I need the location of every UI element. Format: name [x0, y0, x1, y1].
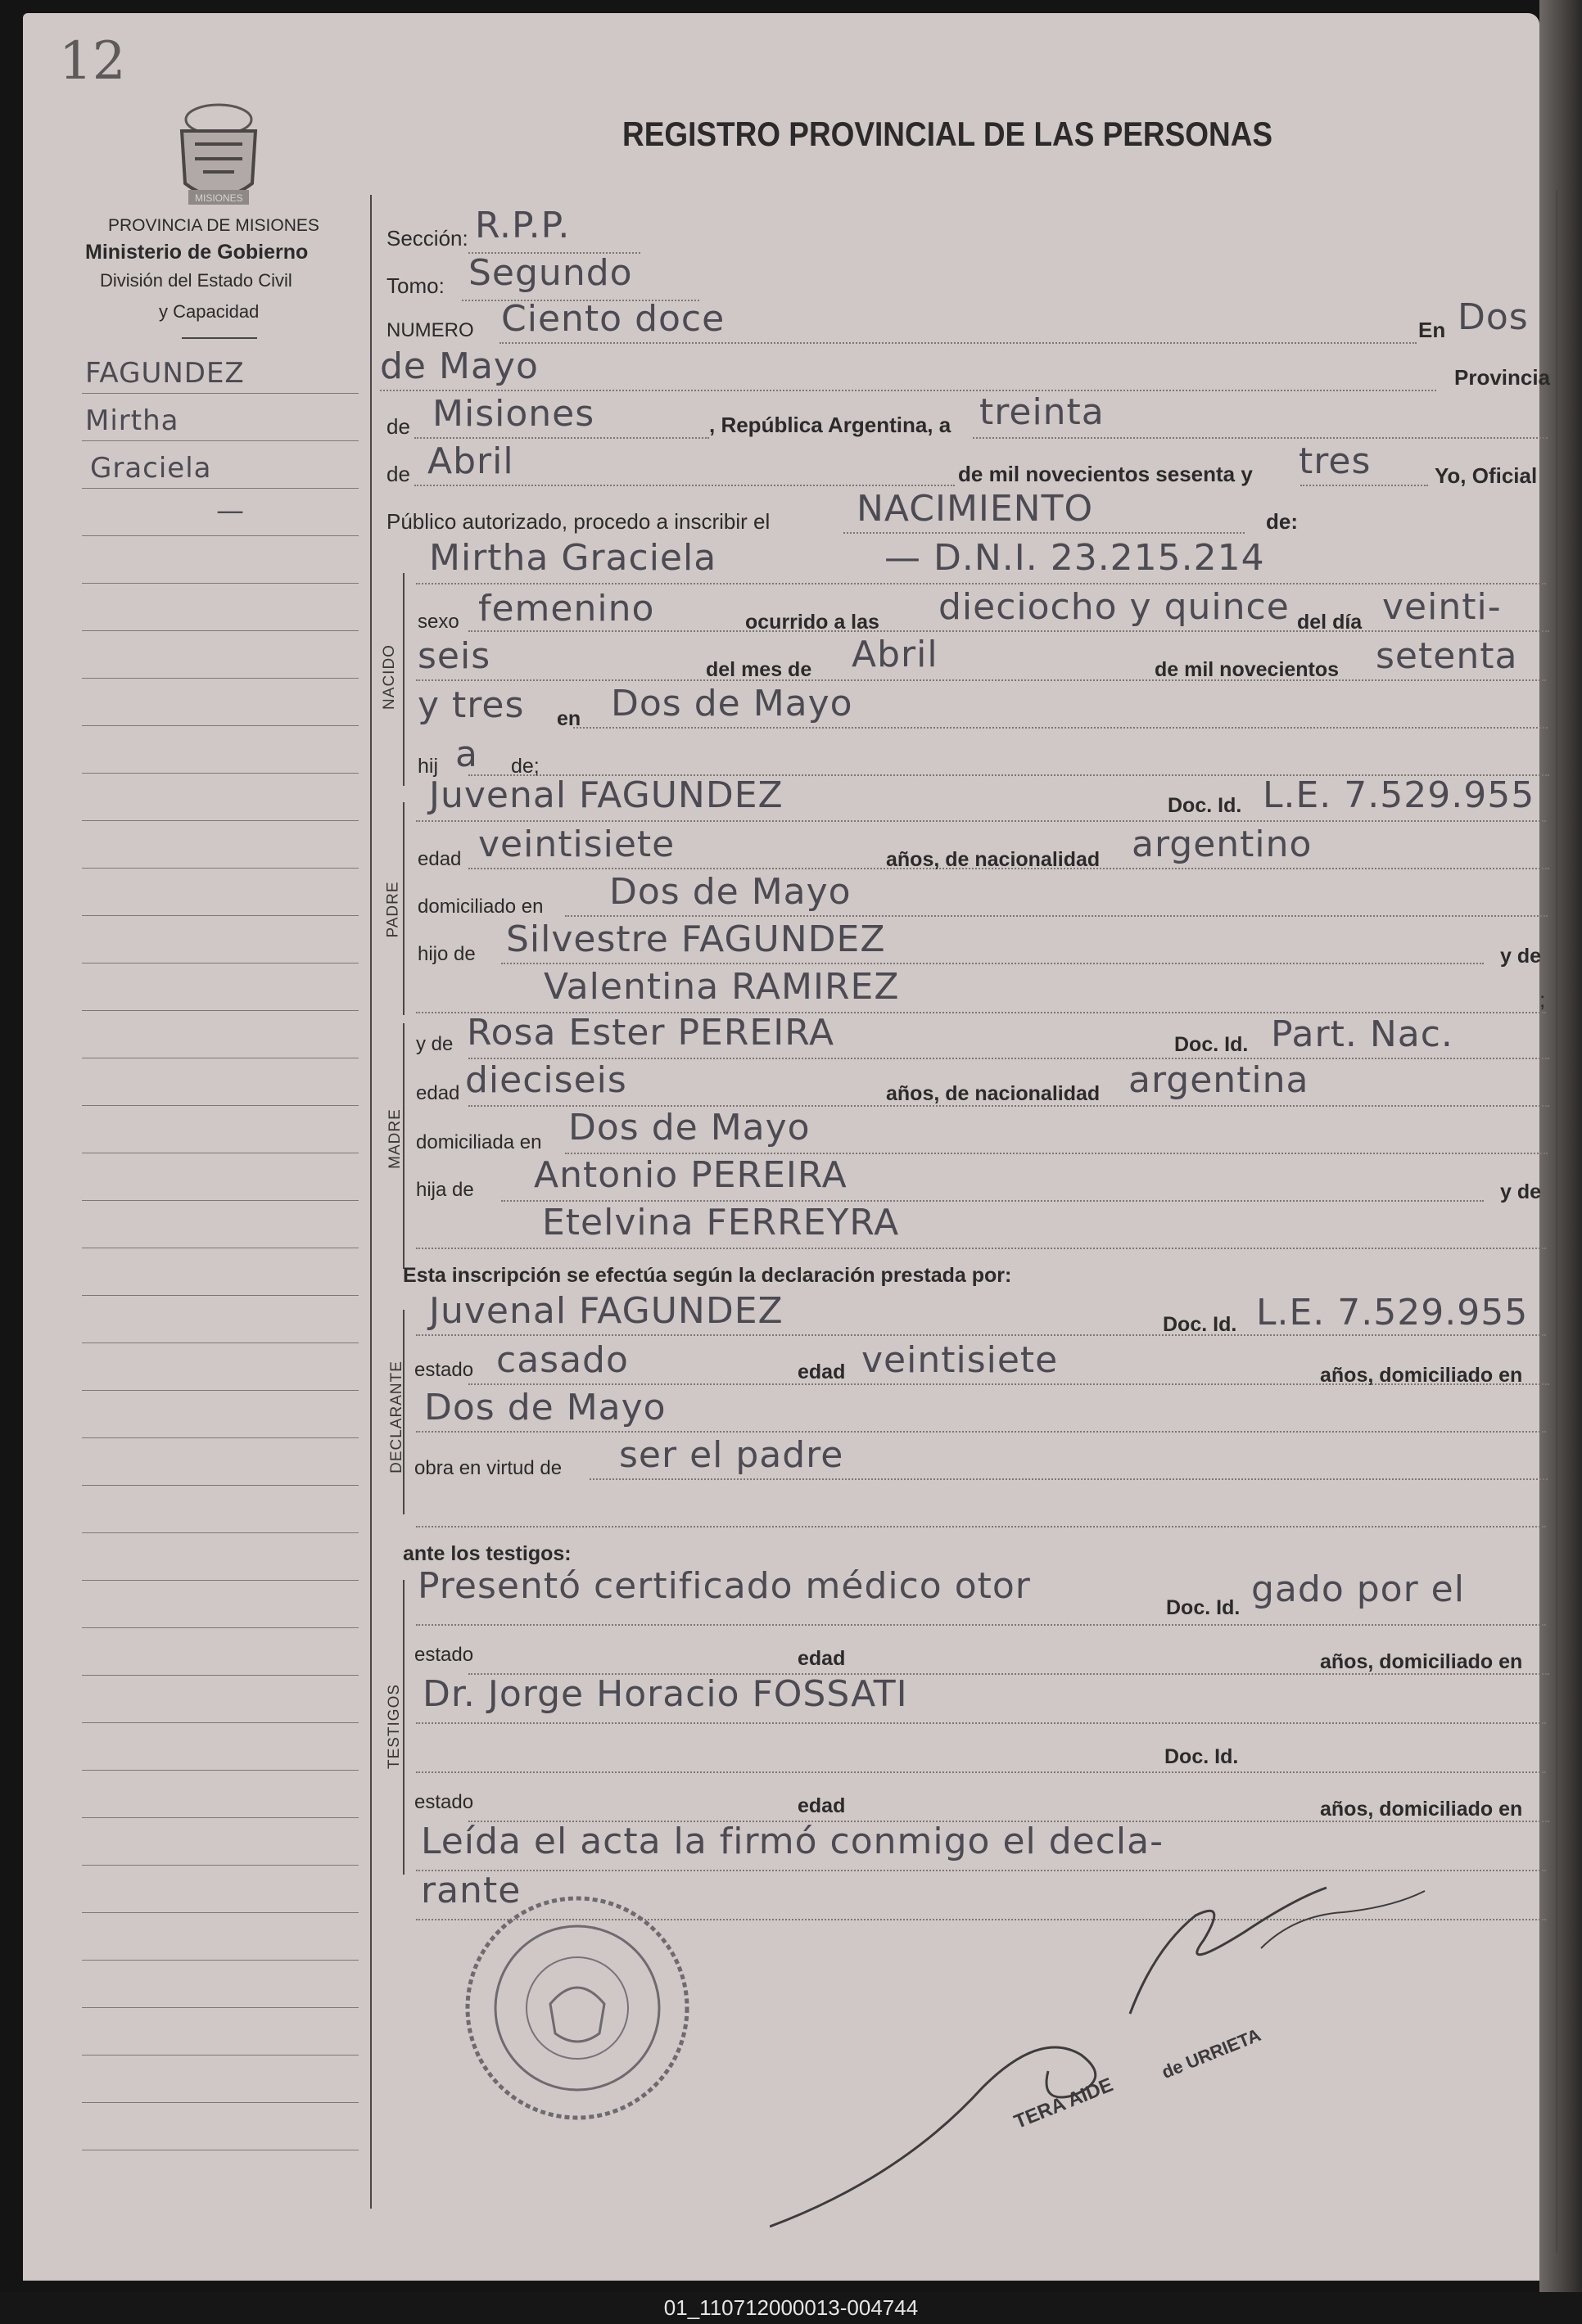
dots [416, 1771, 1546, 1773]
label-republica: , República Argentina, a [709, 413, 951, 437]
dots [499, 342, 1417, 344]
margin-ruled-line [82, 1105, 359, 1106]
label-testigos-doc: Doc. Id. [1166, 1596, 1241, 1619]
label-tomo: Tomo: [386, 273, 445, 298]
file-id: 01_110712000013-004744 [663, 2295, 919, 2320]
margin-ruled-line [82, 440, 359, 441]
dots [416, 1722, 1546, 1724]
org-capacity: y Capacidad [159, 301, 260, 322]
dots [590, 1478, 1548, 1480]
value-anio-cont: y tres [418, 684, 525, 726]
label-padre-hijo: hijo de [418, 943, 476, 965]
section-label-declarante: DECLARANTE [387, 1361, 405, 1473]
value-hora: dieciocho y quince [938, 586, 1290, 628]
label-ante-testigos: ante los testigos: [403, 1542, 572, 1565]
mother-domicile: Dos de Mayo [568, 1107, 811, 1148]
value-lugar: Dos de Mayo [611, 683, 853, 724]
margin-ruled-line [82, 1960, 359, 1961]
margin-ruled-line [82, 868, 359, 869]
margin-ruled-line [82, 1912, 359, 1913]
page-title: REGISTRO PROVINCIAL DE LAS PERSONAS [622, 115, 1273, 153]
section-label-testigos: TESTIGOS [386, 1683, 404, 1770]
margin-ruled-line [82, 1770, 359, 1771]
margin-ruled-line [82, 583, 359, 584]
margin-ruled-line [82, 2102, 359, 2103]
label-madre-yde: y de [416, 1033, 454, 1055]
margin-ruled-line [82, 1817, 359, 1818]
margin-ruled-line [82, 1200, 359, 1201]
margin-ruled-line [82, 1437, 359, 1438]
official-seal-icon [459, 1889, 696, 2127]
declarant-age: veintisiete [861, 1339, 1059, 1381]
value-year: tres [1299, 440, 1372, 482]
father-nationality: argentino [1132, 824, 1313, 865]
dots [414, 485, 955, 486]
dots [843, 532, 1245, 534]
label-testigos-estado: estado [414, 1644, 474, 1666]
label-mil: de mil novecientos [1155, 658, 1340, 681]
dots [414, 437, 709, 439]
label-declarante-doc: Doc. Id. [1163, 1313, 1237, 1336]
father-domicile: Dos de Mayo [609, 871, 852, 913]
label-padre-edad: edad [418, 848, 462, 870]
org-ministry: Ministerio de Gobierno [85, 241, 309, 264]
section-label-padre: PADRE [384, 881, 402, 938]
margin-ruled-line [82, 820, 359, 821]
margin-ruled-line [82, 915, 359, 916]
dots [1300, 485, 1428, 486]
dots [416, 820, 1546, 822]
dots [565, 915, 1548, 917]
father-mother: Valentina RAMIREZ [544, 966, 900, 1008]
label-ocurrido: ocurrido a las [745, 611, 879, 634]
label-de-nacido: de; [511, 755, 540, 778]
margin-ruled-line [82, 630, 359, 631]
label-padre-doc: Doc. Id. [1168, 794, 1242, 817]
value-anio: setenta [1376, 635, 1518, 677]
child-dni: — D.N.I. 23.215.214 [884, 537, 1265, 579]
label-testigos-edad2: edad [798, 1794, 846, 1817]
father-age: veintisiete [478, 824, 676, 865]
value-seccion: R.P.P. [475, 205, 571, 246]
label-madre-edad: edad [416, 1082, 460, 1104]
label-declarante-obra: obra en virtud de [414, 1457, 563, 1479]
label-declarante-anos: años, domiciliado en [1320, 1364, 1523, 1387]
label-padre-dom: domiciliado en [418, 896, 544, 918]
margin-ruled-line [82, 1532, 359, 1533]
declarant-capacity: ser el padre [619, 1434, 844, 1476]
margin-dash: — [216, 494, 245, 527]
padre-semicolon: ; [1539, 987, 1546, 1012]
mother-doc: Part. Nac. [1271, 1013, 1453, 1055]
mother-mother: Etelvina FERREYRA [542, 1202, 900, 1243]
dots [501, 963, 1484, 964]
margin-ruled-line [82, 1675, 359, 1676]
label-madre-doc: Doc. Id. [1174, 1033, 1249, 1056]
label-declarante-estado: estado [414, 1359, 474, 1381]
dots [380, 390, 1436, 391]
label-publico: Público autorizado, procedo a inscribir el [386, 509, 771, 534]
witness-doctor: Dr. Jorge Horacio FOSSATI [423, 1673, 908, 1715]
closing-text-cont: rante [421, 1870, 522, 1911]
margin-surname: FAGUNDEZ [85, 357, 245, 390]
main-right-border [1556, 190, 1557, 2253]
value-hij: a [455, 733, 478, 775]
value-month: Abril [427, 440, 514, 482]
label-de: de [386, 414, 410, 439]
witness-note: Presentó certificado médico otor [418, 1565, 1031, 1607]
section-bracket-padre [403, 802, 405, 1015]
value-tomo: Segundo [468, 252, 633, 294]
margin-ruled-line [82, 1865, 359, 1866]
label-en-lugar: en [557, 707, 581, 730]
declarant-doc: L.E. 7.529.955 [1256, 1292, 1529, 1333]
margin-ruled-line [82, 725, 359, 726]
label-padre-nac: años, de nacionalidad [886, 848, 1101, 871]
value-act: NACIMIENTO [857, 488, 1094, 530]
label-numero: NUMERO [386, 319, 474, 341]
label-de2: de [386, 462, 410, 486]
father-father: Silvestre FAGUNDEZ [506, 918, 886, 960]
margin-ruled-line [82, 773, 359, 774]
clerk-stamp-line2: de URRIETA [1159, 2024, 1264, 2083]
label-seccion: Sección: [386, 226, 468, 250]
father-doc: L.E. 7.529.955 [1263, 774, 1535, 816]
label-oficial: Yo, Oficial [1435, 463, 1538, 488]
mother-nationality: argentina [1128, 1059, 1309, 1101]
value-place-cont: de Mayo [380, 345, 539, 387]
label-declarante-edad: edad [798, 1361, 846, 1383]
label-provincia: Provincia [1454, 365, 1551, 390]
value-en: Dos [1458, 296, 1529, 338]
margin-ruled-line [82, 1722, 359, 1723]
dots [416, 679, 1546, 681]
label-madre-yde2: y de [1500, 1180, 1542, 1203]
dots [416, 1334, 1546, 1336]
emblem-label: MISIONES [195, 192, 243, 204]
section-bracket-nacido [403, 573, 405, 786]
label-testigos-edad: edad [798, 1647, 846, 1670]
mother-age: dieciseis [465, 1059, 627, 1101]
value-day: treinta [979, 391, 1105, 433]
dots [973, 437, 1548, 439]
label-en: En [1418, 318, 1446, 342]
value-mes: Abril [852, 634, 938, 675]
dots [468, 1058, 1549, 1059]
label-madre-dom: domiciliada en [416, 1131, 542, 1153]
label-mes: del mes de [706, 658, 812, 681]
value-numero: Ciento doce [501, 298, 725, 340]
label-madre-nac: años, de nacionalidad [886, 1082, 1101, 1105]
dots [416, 1526, 1546, 1528]
margin-ruled-line [82, 1485, 359, 1486]
label-padre-yde: y de [1500, 945, 1542, 968]
value-dia: veinti- [1382, 586, 1502, 628]
dots [468, 630, 1549, 632]
dots [416, 1870, 1546, 1871]
label-testigos-doc2: Doc. Id. [1164, 1745, 1239, 1768]
margin-ruled-line [82, 678, 359, 679]
value-sexo: femenino [478, 588, 655, 630]
declarant-status: casado [496, 1339, 629, 1381]
page-number: 12 [59, 31, 126, 92]
margin-ruled-line [82, 1390, 359, 1391]
child-name: Mirtha Graciela [429, 537, 717, 579]
label-de3: de: [1266, 509, 1298, 534]
label-testigos-anos2: años, domiciliado en [1320, 1798, 1523, 1821]
margin-ruled-line [82, 1010, 359, 1011]
margin-ruled-line [82, 1627, 359, 1628]
book-gutter [1539, 0, 1582, 2292]
dots [416, 583, 1546, 584]
margin-second-name: Graciela [90, 452, 212, 485]
label-sexo: sexo [418, 611, 459, 633]
label-year: de mil novecientos sesenta y [958, 462, 1253, 486]
father-name: Juvenal FAGUNDEZ [429, 774, 784, 816]
declarant-domicile: Dos de Mayo [424, 1387, 667, 1428]
label-del-dia: del día [1297, 611, 1363, 634]
margin-ruled-line [82, 1295, 359, 1296]
section-label-nacido: NACIDO [380, 644, 398, 710]
org-province: PROVINCIA DE MISIONES [108, 216, 319, 235]
mother-name: Rosa Ester PEREIRA [467, 1012, 835, 1054]
signature-icon [770, 1883, 1441, 2243]
dots [416, 1624, 1546, 1626]
margin-ruled-line [82, 488, 359, 489]
dots [416, 1431, 1546, 1433]
margin-ruled-line [82, 393, 359, 394]
margin-ruled-line [82, 535, 359, 536]
label-hij: hij [418, 755, 439, 778]
declarant-name: Juvenal FAGUNDEZ [429, 1290, 784, 1332]
org-division: División del Estado Civil [100, 270, 292, 291]
value-province: Misiones [432, 393, 595, 435]
margin-name: Mirtha [85, 404, 179, 437]
section-label-madre: MADRE [386, 1108, 404, 1169]
margin-ruled-line [82, 2007, 359, 2008]
mother-father: Antonio PEREIRA [534, 1154, 848, 1196]
closing-text: Leída el acta la firmó conmigo el decla- [421, 1821, 1164, 1862]
label-testigos-anos: años, domiciliado en [1320, 1650, 1523, 1673]
label-madre-hija: hija de [416, 1179, 474, 1201]
dots [416, 1248, 1546, 1249]
value-dia-cont: seis [418, 635, 491, 677]
label-declarante-intro: Esta inscripción se efectúa según la declaración prestada por: [403, 1264, 1012, 1287]
main-left-border [370, 195, 372, 2209]
margin-ruled-line [82, 1580, 359, 1581]
org-divider [182, 337, 257, 339]
witness-note-cont: gado por el [1251, 1568, 1465, 1610]
clerk-stamp-line1: TERA AIDE [1010, 2074, 1117, 2134]
label-testigos-estado2: estado [414, 1791, 474, 1813]
dots [573, 727, 1548, 729]
